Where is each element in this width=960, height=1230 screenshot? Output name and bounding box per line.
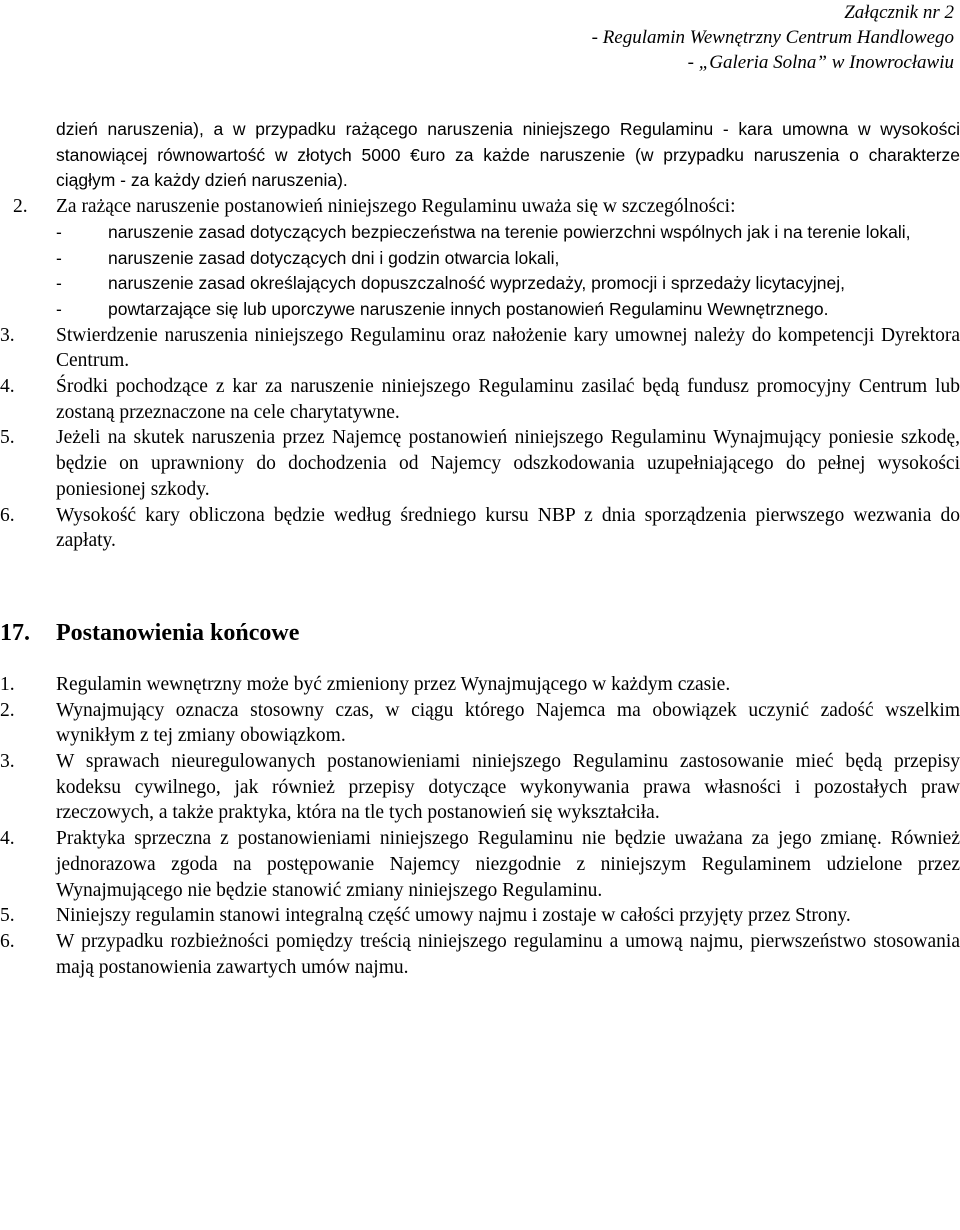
item-text: Wynajmujący oznacza stosowny czas, w ciągu którego Najemca ma obowiązek uczynić zadość wszelkim wynikłym z tej zmiany obowiązkom. xyxy=(56,699,960,747)
list-item xyxy=(0,672,960,698)
list-item xyxy=(0,503,960,554)
item-number: 5. xyxy=(0,427,15,449)
numbered-list-final-provisions xyxy=(0,672,960,980)
list-item: - naruszenie zasad dotyczących dni i godzin otwarcia lokali, xyxy=(56,246,960,272)
item-number: 6. xyxy=(0,930,15,952)
list-item: - naruszenie zasad dotyczących bezpieczeństwa na terenie powierzchni wspólnych jak i na terenie lokali, xyxy=(56,220,960,246)
header-line-regulation: - Regulamin Wewnętrzny Centrum Handlowego xyxy=(591,27,954,48)
header-line-annex: Załącznik nr 2 xyxy=(844,2,954,23)
bullet-list xyxy=(56,220,960,323)
list-item xyxy=(0,903,960,929)
bullet-text: naruszenie zasad dotyczących dni i godzin otwarcia lokali, xyxy=(108,247,560,268)
item-number: 3. xyxy=(0,324,15,346)
item-text: W sprawach nieuregulowanych postanowieniami niniejszego Regulaminu zastosowanie mieć będą przepisy kodeksu cywilnego, jak również przepisy dotyczące wykonywania prawa własności i pozostałych praw rzeczowych, a także praktyka, która na tle tych postanowień się wykształciła. xyxy=(56,751,960,824)
item-text: Środki pochodzące z kar za naruszenie niniejszego Regulaminu zasilać będą fundusz promocyjny Centrum lub zostaną przeznaczone na cele charytatywne. xyxy=(56,376,960,423)
list-item: - naruszenie zasad określających dopuszczalność wyprzedaży, promocji i sprzedaży licytacyjnej, xyxy=(56,271,960,297)
item-text: Wysokość kary obliczona będzie według średniego kursu NBP z dnia sporządzenia pierwszego wezwania do zapłaty. xyxy=(56,504,960,552)
item-number: 6. xyxy=(0,504,15,526)
list-item xyxy=(0,749,960,826)
item-text: Za rażące naruszenie postanowień niniejszego Regulaminu uważa się w szczególności: xyxy=(56,196,736,218)
list-item-2 xyxy=(13,194,960,220)
item-number: 4. xyxy=(0,376,15,398)
item-text: Regulamin wewnętrzny może być zmieniony przez Wynajmującego w każdym czasie. xyxy=(56,673,731,695)
section-heading xyxy=(0,618,960,648)
item-text: W przypadku rozbieżności pomiędzy treścią niniejszego regulaminu a umową najmu, pierwszeństwo stosowania mają postanowienia zawartych umów najmu. xyxy=(56,930,960,978)
list-item: - powtarzające się lub uporczywe naruszenie innych postanowień Regulaminu Wewnętrznego. xyxy=(56,297,960,323)
item-number: 3. xyxy=(0,751,15,773)
header-line-gallery: - „Galeria Solna” w Inowrocławiu xyxy=(687,52,954,73)
list-item xyxy=(0,929,960,980)
item-number: 5. xyxy=(0,905,15,927)
document-body xyxy=(0,117,960,980)
bullet-text: naruszenie zasad dotyczących bezpieczeństwa na terenie powierzchni wspólnych jak i na terenie lokali, xyxy=(108,221,911,242)
item-text: Niniejszy regulamin stanowi integralną część umowy najmu i zostaje w całości przyjęty przez Strony. xyxy=(56,905,851,927)
item-number: 2. xyxy=(13,196,28,218)
item-text: Stwierdzenie naruszenia niniejszego Regulaminu oraz nałożenie kary umownej należy do kompetencji Dyrektora Centrum. xyxy=(56,324,960,372)
item-text: Jeżeli na skutek naruszenia przez Najemcę postanowień niniejszego Regulaminu Wynajmujący poniesie szkodę, będzie on uprawniony do dochodzenia od Najemcy odszkodowania uzupełniającego do pełnej wysokości poniesionej szkody. xyxy=(56,427,960,500)
item-number: 4. xyxy=(0,828,15,850)
bullet-text: naruszenie zasad określających dopuszczalność wyprzedaży, promocji i sprzedaży licytacyjnej, xyxy=(108,273,845,294)
list-item xyxy=(0,425,960,502)
list-item xyxy=(0,826,960,903)
item-text: Praktyka sprzeczna z postanowieniami niniejszego Regulaminu nie będzie uważana za jego zmianę. Również jednorazowa zgoda na postępowanie Najemcy niezgodnie z niniejszym Regulaminem udzielone przez Wynajmującego nie będzie stanowić zmiany niniejszego Regulaminu. xyxy=(56,828,960,901)
document-header xyxy=(354,0,954,75)
section-number: 17. xyxy=(0,619,30,646)
item-number: 2. xyxy=(0,699,15,721)
numbered-list-penalties xyxy=(0,323,960,554)
section-title: Postanowienia końcowe xyxy=(56,619,300,646)
bullet-text: powtarzające się lub uporczywe naruszenie innych postanowień Regulaminu Wewnętrznego. xyxy=(108,298,829,319)
list-item xyxy=(0,374,960,425)
list-item xyxy=(0,323,960,374)
list-item xyxy=(0,698,960,749)
intro-paragraph: dzień naruszenia), a w przypadku rażącego naruszenia niniejszego Regulaminu - kara umowna w wysokości stanowiącej równowartość w złotych 5000 €uro za każde naruszenie (w przypadku naruszenia o charakterze ciągłym - za każdy dzień naruszenia). xyxy=(56,119,960,191)
item-number: 1. xyxy=(0,673,15,695)
